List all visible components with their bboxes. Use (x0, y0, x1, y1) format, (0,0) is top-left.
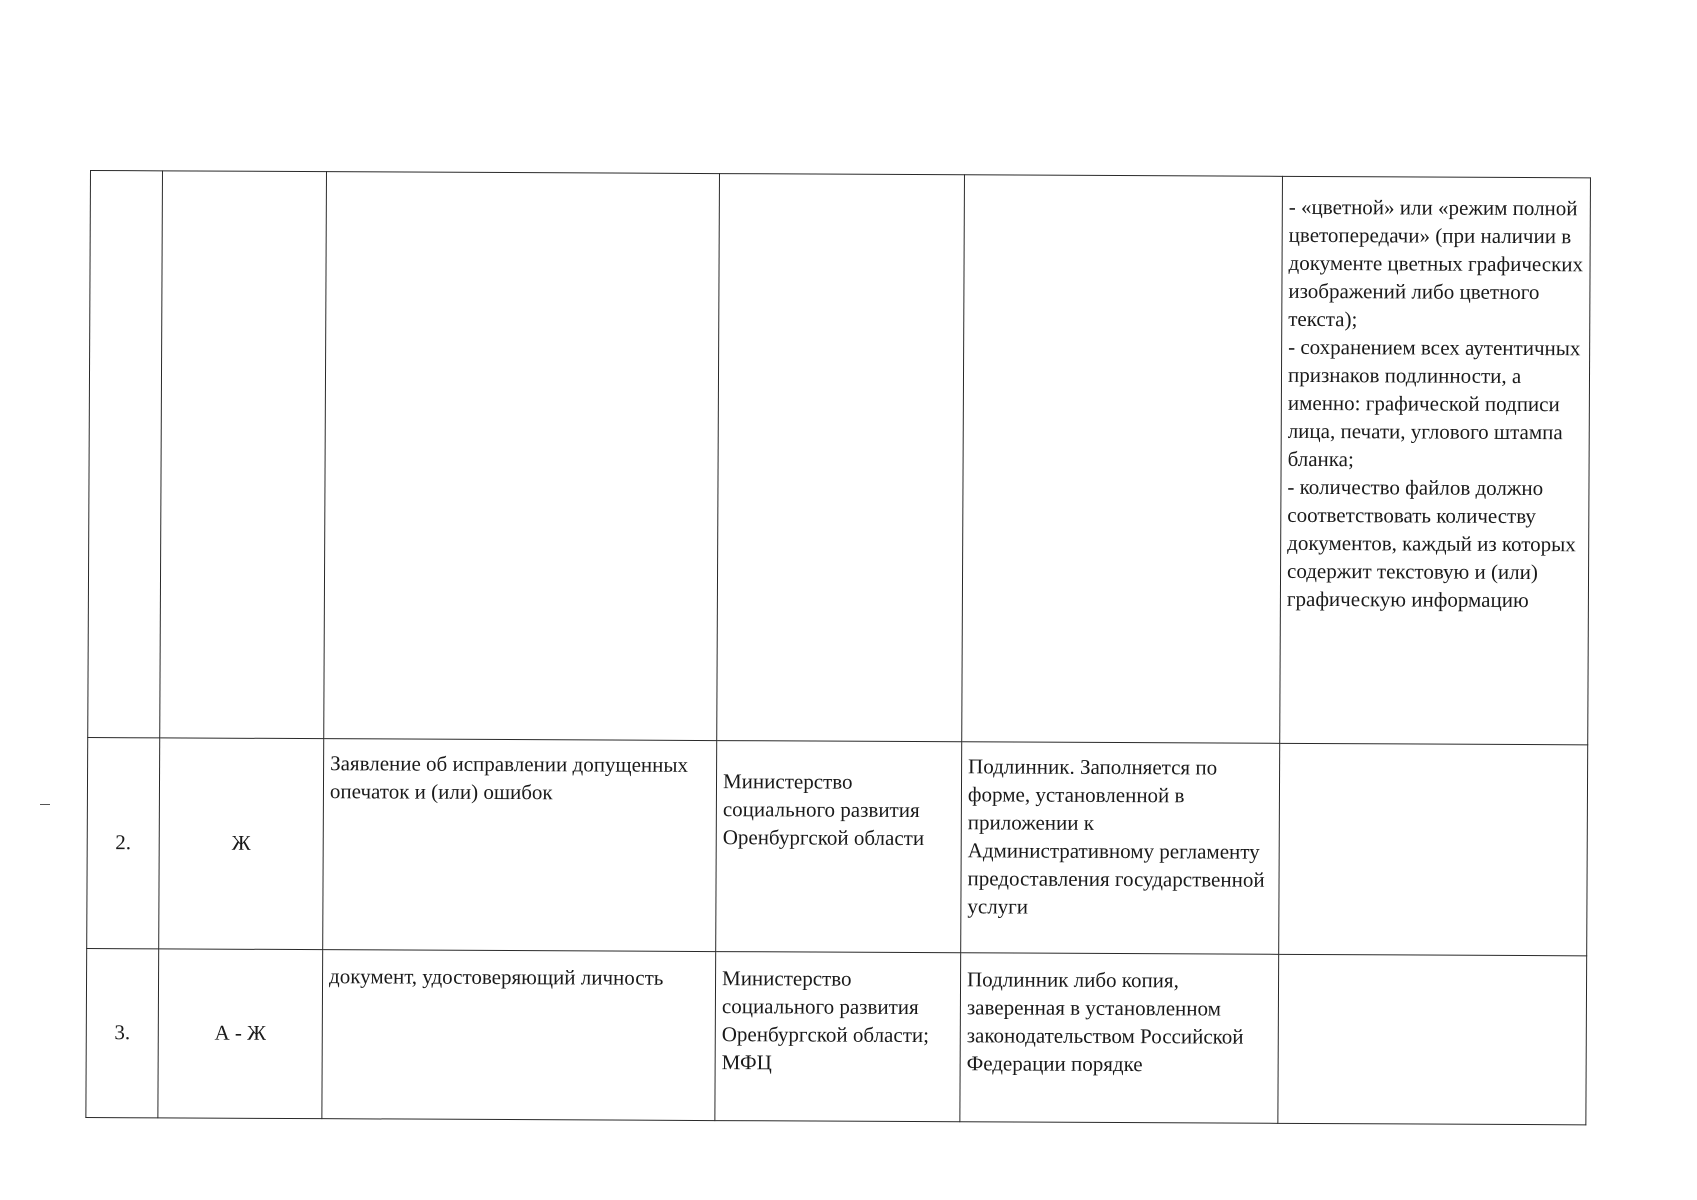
scan-artifact-mark (40, 804, 50, 805)
form-requirements-cell: Подлинник. Заполняется по форме, установленной в приложении к Административному регламенту предоставления государственной услуги (961, 742, 1280, 955)
applicant-category-cell (160, 171, 327, 739)
scan-requirements-cell: - «цветной» или «режим полной цветопередачи» (при наличии в документе цветных графических изображений либо цветного текста); - сохранением всех аутентичных признаков подлинности, а именно: графической подписи лица, печати, углового штампа бланка; - количество файлов должно соответствовать количеству документов, каждый из которых содержит текстовую и (или) графическую информацию (1280, 176, 1591, 744)
table-row (86, 948, 1587, 1124)
document-name-cell (324, 172, 720, 741)
applicant-category-cell: Ж (159, 738, 324, 950)
issuing-body-cell: Министерство социального развития Оренбургской области (716, 741, 962, 953)
issuing-body-cell: Министерство социального развития Оренбургской области; МФЦ (715, 952, 961, 1122)
row-number-cell (88, 171, 163, 738)
form-requirements-cell (962, 175, 1283, 744)
form-requirements-cell: Подлинник либо копия, заверенная в установленном законодательством Российской Федерации порядке (960, 953, 1279, 1124)
table-row (87, 737, 1588, 955)
document-name-cell: Заявление об исправлении допущенных опечаток и (или) ошибок (323, 739, 717, 952)
requirements-table (85, 170, 1591, 1125)
scan-requirements-cell (1278, 954, 1587, 1125)
row-number-cell: 3. (86, 948, 159, 1117)
scan-requirements-cell (1279, 743, 1588, 956)
issuing-body-cell (717, 174, 965, 742)
table-row (88, 171, 1591, 745)
document-name-cell: документ, удостоверяющий личность (322, 950, 716, 1121)
row-number-cell: 2. (87, 737, 160, 948)
applicant-category-cell: А - Ж (158, 949, 323, 1119)
